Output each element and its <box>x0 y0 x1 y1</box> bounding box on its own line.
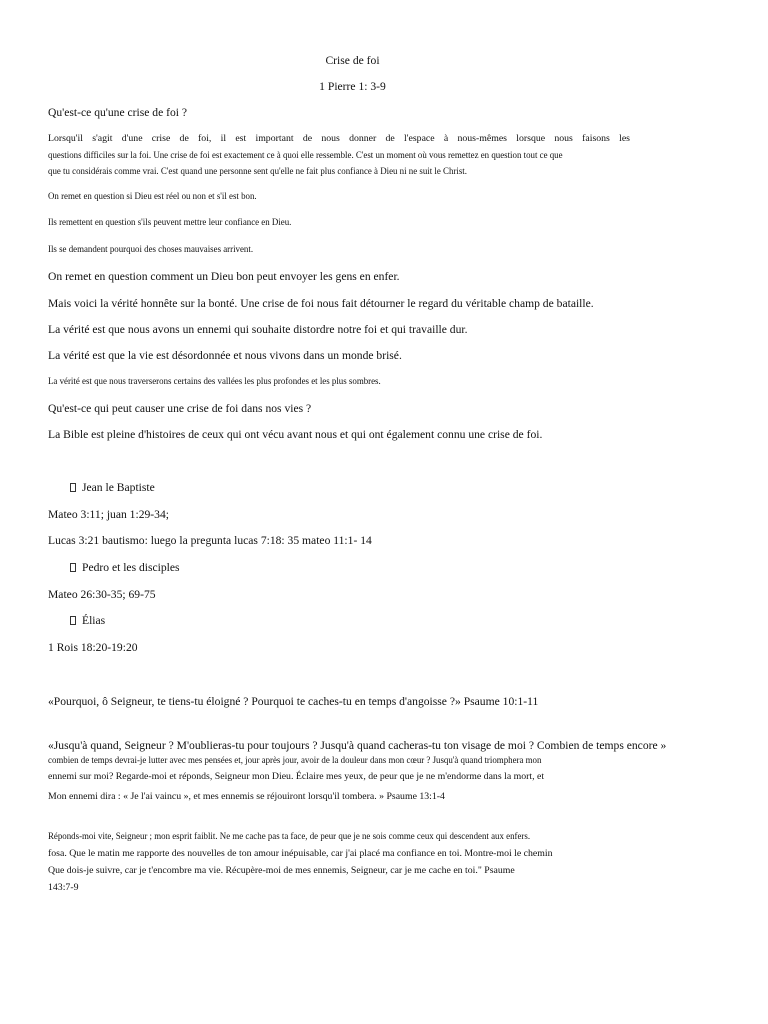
page-title: Crise de foi <box>325 54 380 67</box>
bullet-item <box>70 482 155 494</box>
bible-line: La Bible est pleine d'histoires de ceux qui ont vécu avant nous et qui ont également connu une crise de foi. <box>48 428 543 441</box>
bullet-item <box>70 615 105 627</box>
reference-line: 1 Rois 18:20-19:20 <box>48 641 138 654</box>
bullet-glyph-icon <box>70 616 76 625</box>
point-line: La vérité est que la vie est désordonnée et nous vivons dans un monde brisé. <box>48 349 402 362</box>
small-point: Ils se demandent pourquoi des choses mauvaises arrivent. <box>48 244 254 254</box>
reference-line: Lucas 3:21 bautismo: luego la pregunta lucas 7:18: 35 mateo 11:1- 14 <box>48 534 372 547</box>
psalm-quote-line: ennemi sur moi? Regarde-moi et réponds, Seigneur mon Dieu. Éclaire mes yeux, de peur que je ne m'endorme dans la mort, et <box>48 771 545 782</box>
point-line: La vérité est que nous avons un ennemi qui souhaite distordre notre foi et qui travaille dur. <box>48 323 468 336</box>
bullet-label: Jean le Baptiste <box>82 481 155 494</box>
intro-line: que tu considérais comme vrai. C'est quand une personne sent qu'elle ne fait plus confiance à Dieu ni ne suit le Christ. <box>48 166 467 176</box>
bullet-glyph-icon <box>70 563 76 572</box>
point-line: On remet en question comment un Dieu bon peut envoyer les gens en enfer. <box>48 270 400 283</box>
intro-line: questions difficiles sur la foi. Une crise de foi est exactement ce à quoi elle ressemble. C'est un moment où vous remettez en question tout ce que <box>48 150 563 160</box>
reference-line: Mateo 3:11; juan 1:29-34; <box>48 508 169 521</box>
bullet-label: Élias <box>82 614 106 627</box>
bullet-label: Pedro et les disciples <box>82 561 180 574</box>
psalm-quote-line: Réponds-moi vite, Seigneur ; mon esprit faiblit. Ne me cache pas ta face, de peur que je ne sois comme ceux qui descendent aux enfers. <box>48 831 531 841</box>
bullet-item <box>70 562 180 574</box>
small-point: Ils remettent en question s'ils peuvent mettre leur confiance en Dieu. <box>48 217 292 227</box>
scripture-reference: 1 Pierre 1: 3-9 <box>319 80 386 93</box>
small-point: On remet en question si Dieu est réel ou non et s'il est bon. <box>48 191 257 201</box>
psalm-quote: «Pourquoi, ô Seigneur, te tiens-tu éloigné ? Pourquoi te caches-tu en temps d'angoisse ?» Psaume 10:1-11 <box>48 695 539 708</box>
small-point: La vérité est que nous traverserons certains des vallées les plus profondes et les plus sombres. <box>48 376 381 386</box>
psalm-quote-line: 143:7-9 <box>48 882 79 893</box>
point-line: Mais voici la vérité honnête sur la bonté. Une crise de foi nous fait détourner le regard du véritable champ de bataille. <box>48 297 594 310</box>
psalm-quote-line: «Jusqu'à quand, Seigneur ? M'oublieras-tu pour toujours ? Jusqu'à quand cacheras-tu ton visage de moi ? Combien de temps encore » <box>48 739 667 752</box>
bullet-glyph-icon <box>70 483 76 492</box>
intro-line: Lorsqu'il s'agit d'une crise de foi, il est important de nous donner de l'espace à nous-mêmes lorsque nous faisons les <box>48 133 630 144</box>
psalm-quote-line: combien de temps devrai-je lutter avec mes pensées et, jour après jour, avoir de la douleur dans mon cœur ? Jusqu'à quand triomphera mon <box>48 755 542 765</box>
reference-line: Mateo 26:30-35; 69-75 <box>48 588 156 601</box>
psalm-quote-line: Mon ennemi dira : « Je l'ai vaincu », et mes ennemis se réjouiront lorsqu'il tombera. » Psaume 13:1-4 <box>48 791 445 802</box>
question-heading: Qu'est-ce qu'une crise de foi ? <box>48 106 188 119</box>
question-heading: Qu'est-ce qui peut causer une crise de foi dans nos vies ? <box>48 402 312 415</box>
psalm-quote-line: Que dois-je suivre, car je t'encombre ma vie. Récupère-moi de mes ennemis, Seigneur, car je me cache en toi." Psaume <box>48 865 515 876</box>
psalm-quote-line: fosa. Que le matin me rapporte des nouvelles de ton amour inépuisable, car j'ai placé ma confiance en toi. Montre-moi le chemin <box>48 848 553 859</box>
